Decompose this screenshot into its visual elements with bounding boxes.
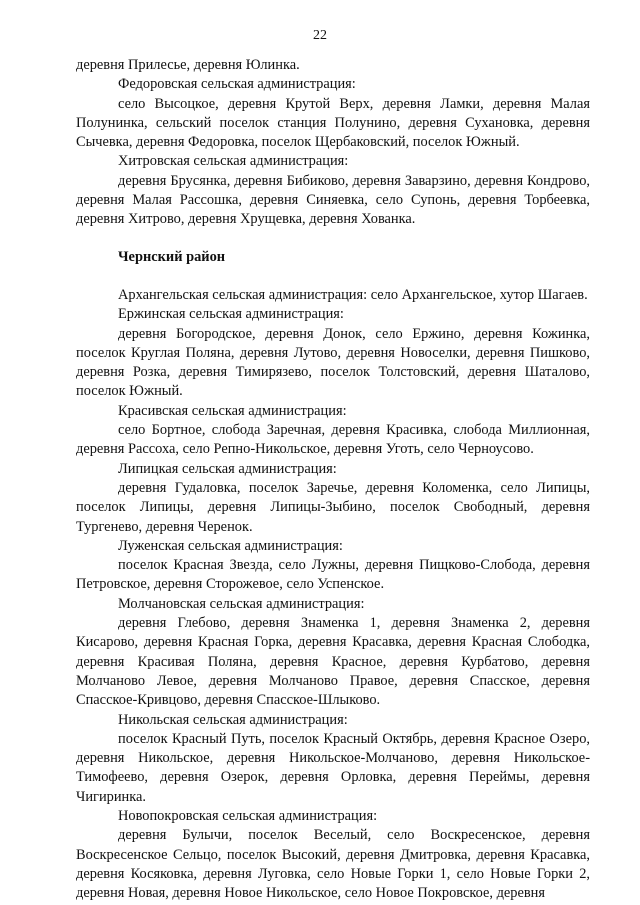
admin-heading-luzhenskaya: Луженская сельская администрация:	[118, 537, 343, 554]
settlement-list-novopokrovskaya: деревня Булычи, поселок Веселый, село Воскресенское, деревня Воскресенское Сельцо, поселок Высокий, деревня Дмитровка, деревня Красавка, деревня Косяковка, деревня Луговка, село Новые Горки 1, село Новые Горки 2, деревня Новая, деревня Новое Никольское, село Новое Покровское, деревня	[76, 827, 590, 902]
admin-heading-novopokrovskaya: Новопокровская сельская администрация:	[118, 807, 378, 824]
district-heading: Чернский район	[118, 248, 226, 265]
page-number: 22	[313, 28, 327, 43]
settlement-list-arkhangelskaya: Архангельская сельская администрация: село Архангельское, хутор Шагаев.	[118, 286, 588, 303]
admin-heading-nikolskaya: Никольская сельская администрация:	[118, 711, 348, 728]
admin-heading-molchanovskaya: Молчановская сельская администрация:	[118, 595, 365, 612]
settlement-list-luzhenskaya: поселок Красная Звезда, село Лужны, деревня Пищково-Слобода, деревня Петровское, деревня Сторожевое, село Успенское.	[76, 557, 590, 593]
settlement-list-molchanovskaya: деревня Глебово, деревня Знаменка 1, деревня Знаменка 2, деревня Кисарово, деревня Красная Горка, деревня Красавка, деревня Красная Слободка, деревня Красивая Поляна, деревня Красное, деревня Курбатово, деревня Молчаново Левое, деревня Молчаново Правое, деревня Спасское, деревня Спасское-Кривцово, деревня Спасское-Шлыково.	[76, 615, 590, 709]
settlement-list-khitrovskaya: деревня Брусянка, деревня Бибиково, деревня Заварзино, деревня Кондрово, деревня Малая Рассошка, деревня Синяевка, село Супонь, деревня Торбеевка, деревня Хитрово, деревня Хрущевка, деревня Хованка.	[76, 172, 590, 228]
admin-heading-khitrovskaya: Хитровская сельская администрация:	[118, 153, 349, 170]
settlement-list-lipitskaya: деревня Гудаловка, поселок Заречье, деревня Коломенка, село Липицы, поселок Липицы, деревня Липицы-Зыбино, поселок Свободный, деревня Тургенево, деревня Черенок.	[76, 479, 590, 535]
settlement-list-krasivskaya: село Бортное, слобода Заречная, деревня Красивка, слобода Миллионная, деревня Рассоха, село Репно-Никольское, деревня Уготь, село Черноусово.	[76, 422, 590, 458]
settlement-list-nikolskaya: поселок Красный Путь, поселок Красный Октябрь, деревня Красное Озеро, деревня Никольское, деревня Никольское-Молчаново, деревня Никольское-Тимофеево, деревня Озерок, деревня Орловка, деревня Переймы, деревня Чигиринка.	[76, 730, 590, 805]
settlement-list-fedorovskaya: село Высоцкое, деревня Крутой Верх, деревня Ламки, деревня Малая Полунинка, сельский поселок станция Полунино, деревня Сухановка, деревня Сычевка, деревня Федоровка, поселок Щербаковский, поселок Южный.	[76, 95, 590, 151]
admin-heading-krasivskaya: Красивская сельская администрация:	[118, 402, 347, 419]
admin-heading-lipitskaya: Липицкая сельская администрация:	[118, 460, 337, 477]
settlement-list-erzhinskaya: деревня Богородское, деревня Донок, село Ержино, деревня Кожинка, поселок Круглая Поляна, деревня Лутово, деревня Новоселки, деревня Пишково, деревня Розка, деревня Тимирязево, поселок Толстовский, деревня Шаталово, поселок Южный.	[76, 325, 590, 400]
document-body	[76, 56, 590, 903]
admin-heading-erzhinskaya: Ержинская сельская администрация:	[118, 306, 344, 323]
admin-heading-fedorovskaya: Федоровская сельская администрация:	[118, 76, 356, 93]
spacer	[76, 230, 590, 248]
spacer	[76, 267, 590, 286]
paragraph-continued: деревня Прилесье, деревня Юлинка.	[76, 57, 300, 73]
